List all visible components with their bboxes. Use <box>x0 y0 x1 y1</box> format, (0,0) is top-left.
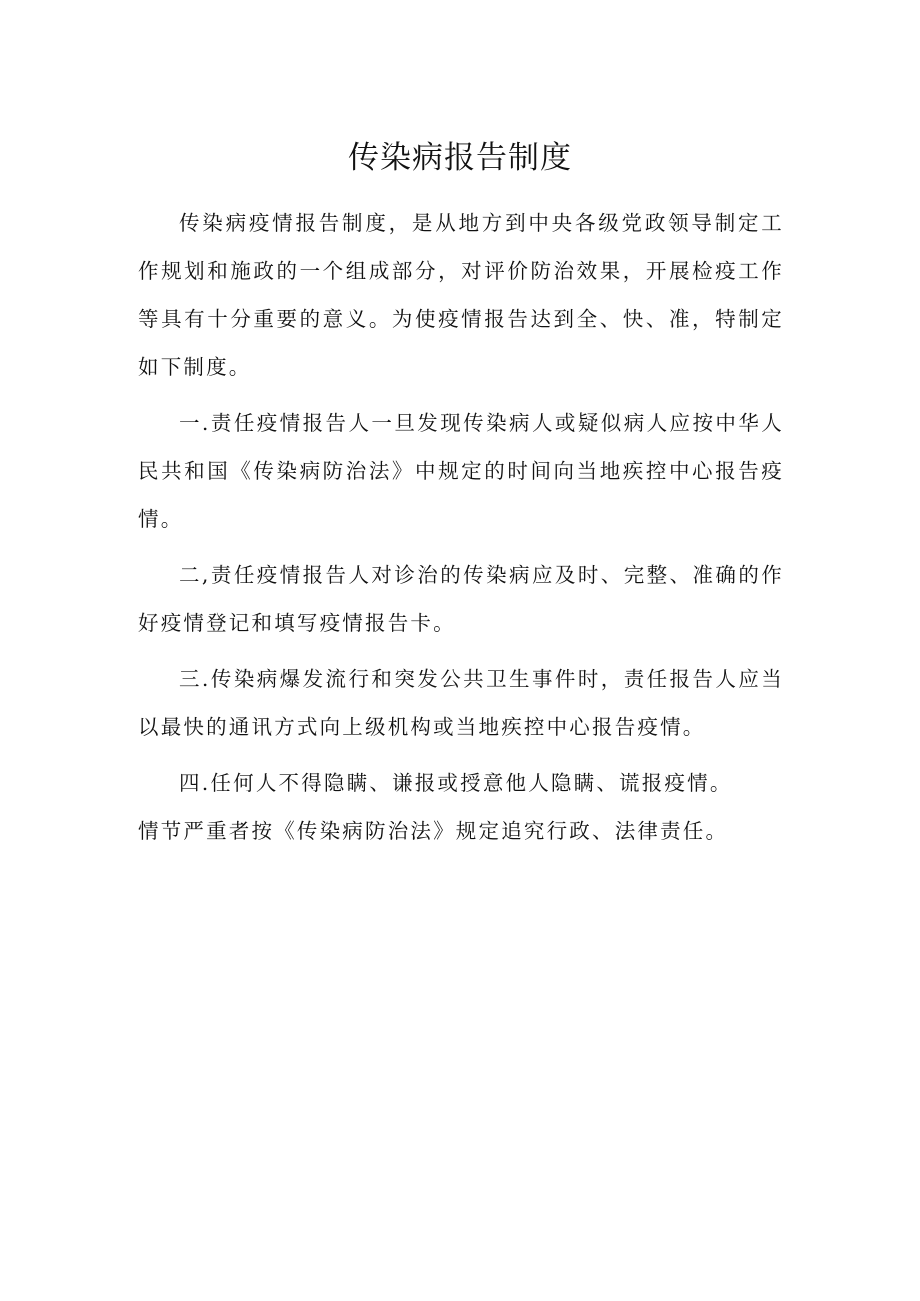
rule-1-paragraph: 一.责任疫情报告人一旦发现传染病人或疑似病人应按中华人民共和国《传染病防治法》中规定的时间向当地疾控中心报告疫情。 <box>138 411 784 531</box>
document-title: 传染病报告制度 <box>348 140 572 176</box>
rule-3-paragraph: 三.传染病爆发流行和突发公共卫生事件时，责任报告人应当以最快的通讯方式向上级机构或当地疾控中心报告疫情。 <box>138 667 784 739</box>
rule-4-paragraph: 四.任何人不得隐瞒、谦报或授意他人隐瞒、谎报疫情。 <box>179 771 733 795</box>
rule-2-paragraph: 二,责任疫情报告人对诊治的传染病应及时、完整、准确的作好疫情登记和填写疫情报告卡。 <box>138 563 784 635</box>
intro-paragraph: 传染病疫情报告制度，是从地方到中央各级党政领导制定工作规划和施政的一个组成部分，对评价防治效果，开展检疫工作等具有十分重要的意义。为使疫情报告达到全、快、准，特制定如下制度。 <box>138 211 784 379</box>
rule-4-continuation: 情节严重者按《传染病防治法》规定追究行政、法律责任。 <box>138 819 729 843</box>
document-body <box>138 199 784 863</box>
